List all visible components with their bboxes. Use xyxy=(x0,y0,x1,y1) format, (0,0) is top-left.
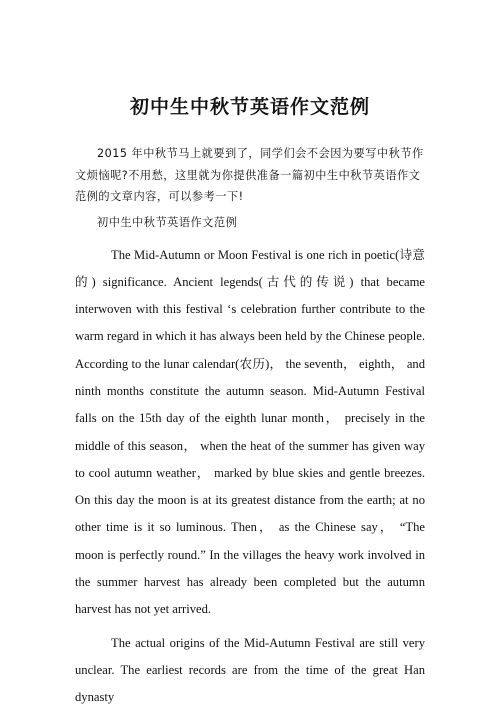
essay-subheading: 初中生中秋节英语作文范例 xyxy=(97,215,238,229)
document-title: 初中生中秋节英语作文范例 xyxy=(129,96,370,118)
essay-paragraph-1: The Mid-Autumn or Moon Festival is one rich in poetic(诗意的) significance. Ancient legends(古代的传说) that became interwoven with this festival ‘s celebration further contribute to the warm regard in which it has always been held by the Chinese people. According to the lunar calendar(农历)， the seventh， eighth， and ninth months constitute the autumn season. Mid-Autumn Festival falls on the 15th day of the eighth lunar month， precisely in the middle of this season， when the heat of the summer has given way to cool autumn weather， marked by blue skies and gentle breezes. On this day the moon is at its greatest distance from the earth; at no other time is it so luminous. Then， as the Chinese say， “The moon is perfectly round.” In the villages the heavy work involved in the summer harvest has already been completed but the autumn harvest has not yet arrived. xyxy=(75,247,425,617)
essay-paragraph-2: The actual origins of the Mid-Autumn Festival are still very unclear. The earliest records are from the time of the great Han dynasty xyxy=(75,635,425,705)
intro-paragraph: 2015 年中秋节马上就要到了，同学们会不会因为要写中秋节作文烦恼呢?不用愁，这里就为你提供准备一篇初中生中秋节英语作文范例的文章内容，可以参考一下! xyxy=(75,147,424,203)
